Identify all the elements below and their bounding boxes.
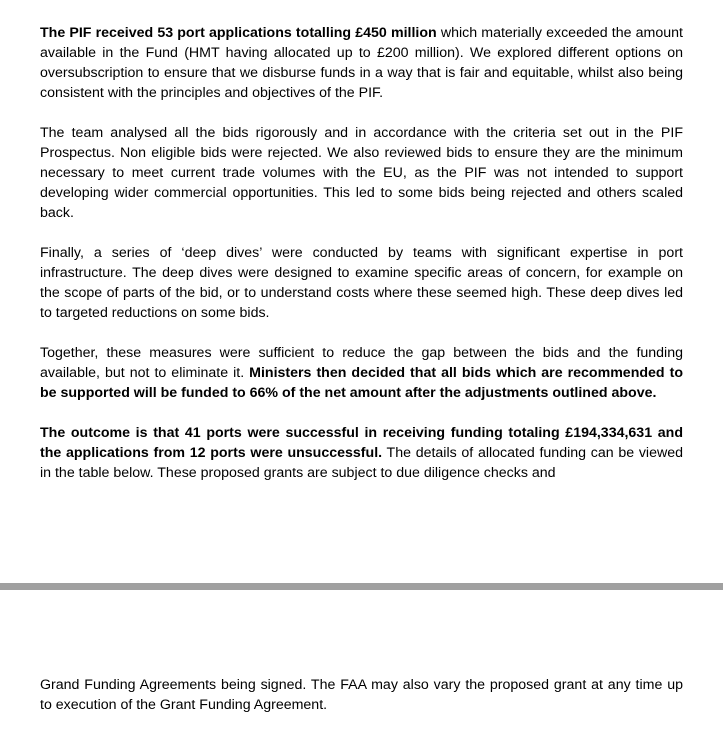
deep-dives-text: Finally, a series of ‘deep dives’ were conducted by teams with significant expertise in port infrastructure. The deep dives were designed to examine specific areas of concern, for example on the scope of parts of the bid, or to understand costs where these seemed high. These deep dives led to targeted reductions on some bids.: [40, 245, 683, 321]
outcome-text: The details of allocated funding can be viewed in the table below. These proposed grants are subject to due diligence checks and: [40, 445, 683, 481]
paragraph-applications: [40, 23, 683, 103]
bid-analysis-text: The team analysed all the bids rigorously and in accordance with the criteria set out in the PIF Prospectus. Non eligible bids were rejected. We also reviewed bids to ensure they are the minimum necessary to meet current trade volumes with the EU, as the PIF was not intended to support developing wider commercial opportunities. This led to some bids being rejected and others scaled back.: [40, 125, 683, 221]
applications-bold-lead: The PIF received 53 port applications totalling £450 million: [40, 25, 437, 41]
funding-decision-bold: Ministers then decided that all bids which are recommended to be supported will be funded to 66% of the net amount after the adjustments outlined above.: [40, 365, 683, 401]
paragraph-outcome: [40, 423, 683, 483]
document-page-upper: [40, 23, 683, 503]
paragraph-funding-decision: [40, 343, 683, 403]
funding-decision-lead: Together, these measures were sufficient to reduce the gap between the bids and the funding available, but not to eliminate it.: [40, 345, 683, 381]
page-separator: [0, 583, 723, 590]
paragraph-bid-analysis: [40, 123, 683, 223]
paragraph-grant-agreements: [40, 675, 683, 715]
applications-text: which materially exceeded the amount available in the Fund (HMT having allocated up to £200 million). We explored different options on oversubscription to ensure that we disburse funds in a way that is fair and equitable, whilst also being consistent with the principles and objectives of the PIF.: [40, 25, 683, 101]
document-page-lower: [40, 675, 683, 735]
outcome-bold-lead: The outcome is that 41 ports were successful in receiving funding totaling £194,334,631 and the applications from 12 ports were unsuccessful.: [40, 425, 683, 461]
grant-agreements-text: Grand Funding Agreements being signed. The FAA may also vary the proposed grant at any time up to execution of the Grant Funding Agreement.: [40, 677, 683, 713]
paragraph-deep-dives: [40, 243, 683, 323]
